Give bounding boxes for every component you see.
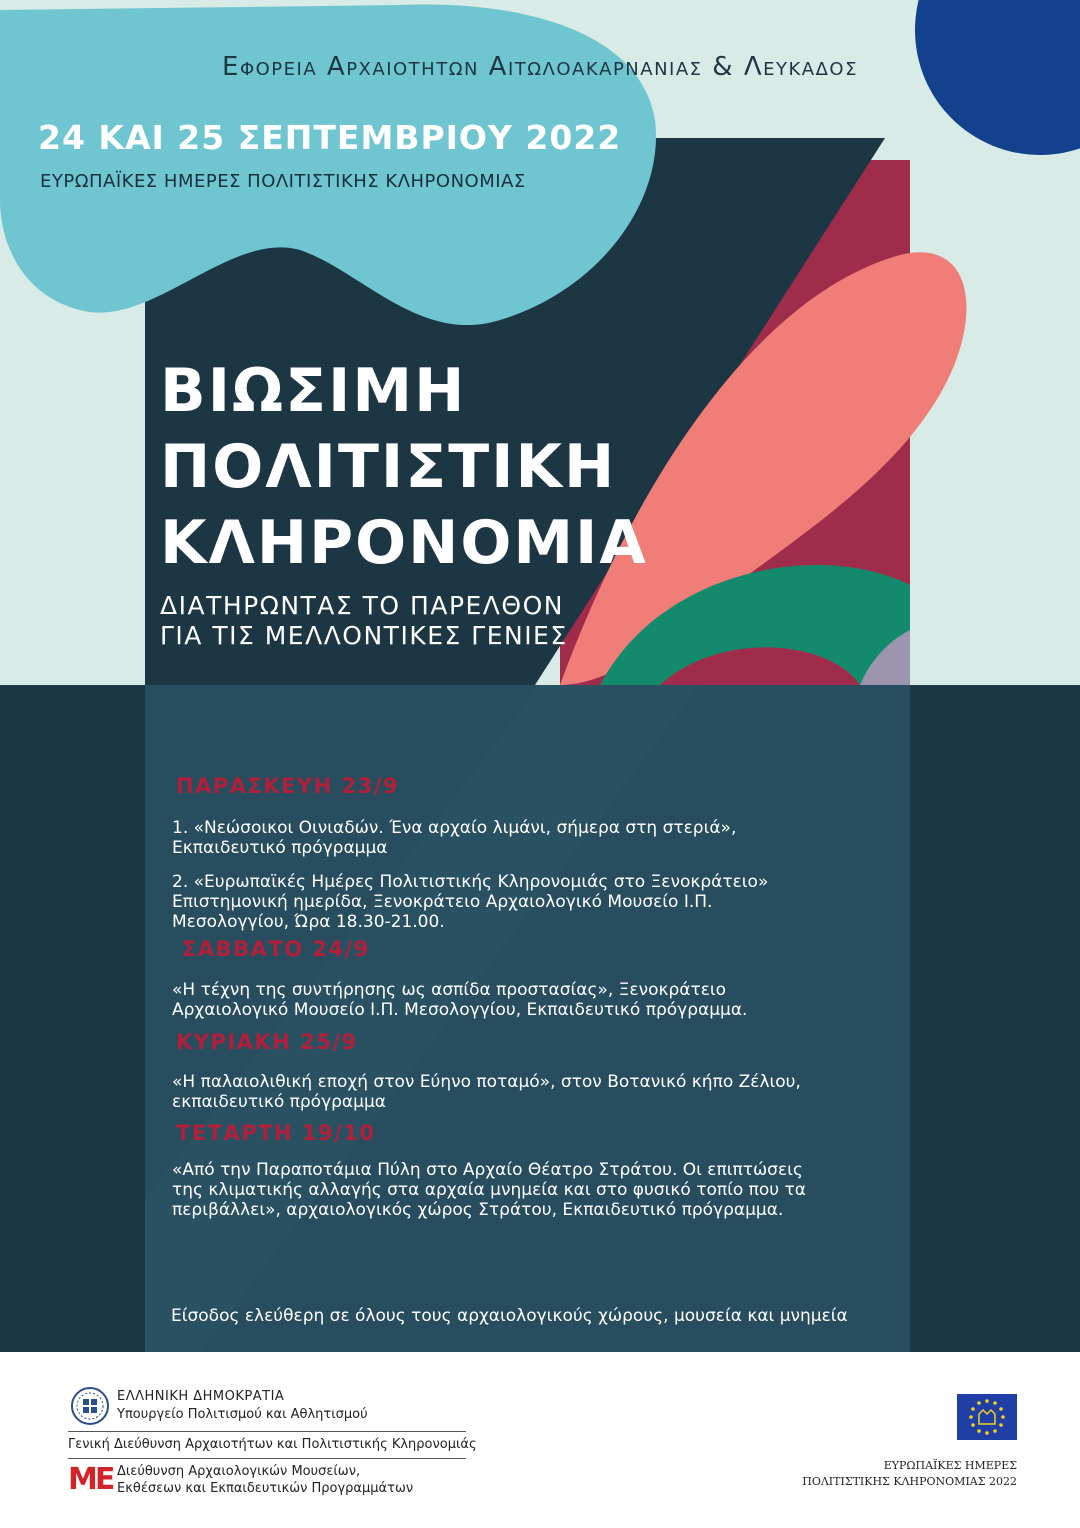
footer-divider (68, 1431, 466, 1432)
eu-flag-icon (957, 1394, 1017, 1440)
title-line-2: ΠΟΛΙΤΙΣΤΙΚΗ (160, 432, 617, 502)
organization-name: Εφορεια Αρχαιοτητων Αιτωλοακαρνανιας & Λευκαδος (222, 52, 858, 82)
item-line: Αρχαιολογικό Μουσείο Ι.Π. Μεσολογγίου, Εκπαιδευτικό πρόγραμμα. (172, 1000, 748, 1020)
greek-emblem-icon (70, 1386, 110, 1426)
ministry-label: Υπουργείο Πολιτισμού και Αθλητισμού (117, 1407, 368, 1422)
program-item (172, 872, 872, 932)
item-line: περιβάλλει», αρχαιολογικός χώρος Στράτου, Εκπαιδευτικό πρόγραμμα. (172, 1200, 784, 1220)
free-entry-note: Είσοδος ελεύθερη σε όλους τους αρχαιολογικούς χώρους, μουσεία και μνημεία (171, 1306, 848, 1326)
subtitle-line-2: ΓΙΑ ΤΙΣ ΜΕΛΛΟΝΤΙΚΕΣ ΓΕΝΙΕΣ (160, 621, 568, 650)
item-line: Εκπαιδευτικό πρόγραμμα (172, 838, 388, 858)
item-line: της κλιματικής αλλαγής στα αρχαία μνημεία και στο φυσικό τοπίο που τα (172, 1180, 806, 1200)
title-line-1: ΒΙΩΣΙΜΗ (160, 356, 467, 426)
item-line: 2. «Ευρωπαϊκές Ημέρες Πολιτιστικής Κληρονομιάς στο Ξενοκράτειο» (172, 872, 769, 892)
day-heading-saturday: ΣΑΒΒΑΤΟ 24/9 (182, 937, 370, 961)
eu-label-line-1: ΕΥΡΩΠΑΪΚΕΣ ΗΜΕΡΕΣ (883, 1459, 1017, 1472)
directorate-general-label: Γενική Διεύθυνση Αρχαιοτήτων και Πολιτιστικής Κληρονομιάς (68, 1437, 477, 1452)
event-name: ΕΥΡΩΠΑΪΚΕΣ ΗΜΕΡΕΣ ΠΟΛΙΤΙΣΤΙΚΗΣ ΚΛΗΡΟΝΟΜΙΑΣ (40, 171, 526, 192)
program-item (172, 1072, 872, 1112)
title-line-3: ΚΛΗΡΟΝΟΜΙΑ (160, 508, 648, 578)
republic-label: ΕΛΛΗΝΙΚΗ ΔΗΜΟΚΡΑΤΙΑ (117, 1389, 285, 1404)
subtitle-line-1: ΔΙΑΤΗΡΩΝΤΑΣ ΤΟ ΠΑΡΕΛΘΟΝ (160, 591, 564, 620)
directorate-line-1: Διεύθυνση Αρχαιολογικών Μουσείων, (117, 1464, 361, 1479)
day-heading-sunday: ΚΥΡΙΑΚΗ 25/9 (176, 1030, 358, 1054)
item-line: 1. «Νεώσοικοι Οινιαδών. Ένα αρχαίο λιμάνι, σήμερα στη στεριά», (172, 818, 737, 838)
program-item (172, 980, 872, 1020)
directorate-line-2: Εκθέσεων και Εκπαιδευτικών Προγραμμάτων (117, 1481, 414, 1496)
day-heading-friday: ΠΑΡΑΣΚΕΥΗ 23/9 (176, 774, 400, 798)
item-line: Μεσολογγίου, Ώρα 18.30-21.00. (172, 912, 445, 932)
footer-divider (68, 1458, 466, 1459)
event-date: 24 ΚΑΙ 25 ΣΕΠΤΕΜΒΡΙΟΥ 2022 (38, 118, 622, 157)
program-item (172, 818, 872, 858)
eu-label-line-2: ΠΟΛΙΤΙΣΤΙΚΗΣ ΚΛΗΡΟΝΟΜΙΑΣ 2022 (802, 1475, 1017, 1488)
item-line: «Η παλαιολιθική εποχή στον Εύηνο ποταμό», στον Βοτανικό κήπο Ζέλιου, (172, 1072, 801, 1092)
day-heading-wednesday: ΤΕΤΑΡΤΗ 19/10 (176, 1121, 376, 1145)
program-item (172, 1160, 872, 1220)
me-logo-icon: ΜΕ (68, 1462, 113, 1497)
item-line: «Η τέχνη της συντήρησης ως ασπίδα προστασίας», Ξενοκράτειο (172, 980, 727, 1000)
item-line: Επιστημονική ημερίδα, Ξενοκράτειο Αρχαιολογικό Μουσείο Ι.Π. (172, 892, 713, 912)
item-line: «Από την Παραποτάμια Πύλη στο Αρχαίο Θέατρο Στράτου. Οι επιπτώσεις (172, 1160, 803, 1180)
item-line: εκπαιδευτικό πρόγραμμα (172, 1092, 386, 1112)
